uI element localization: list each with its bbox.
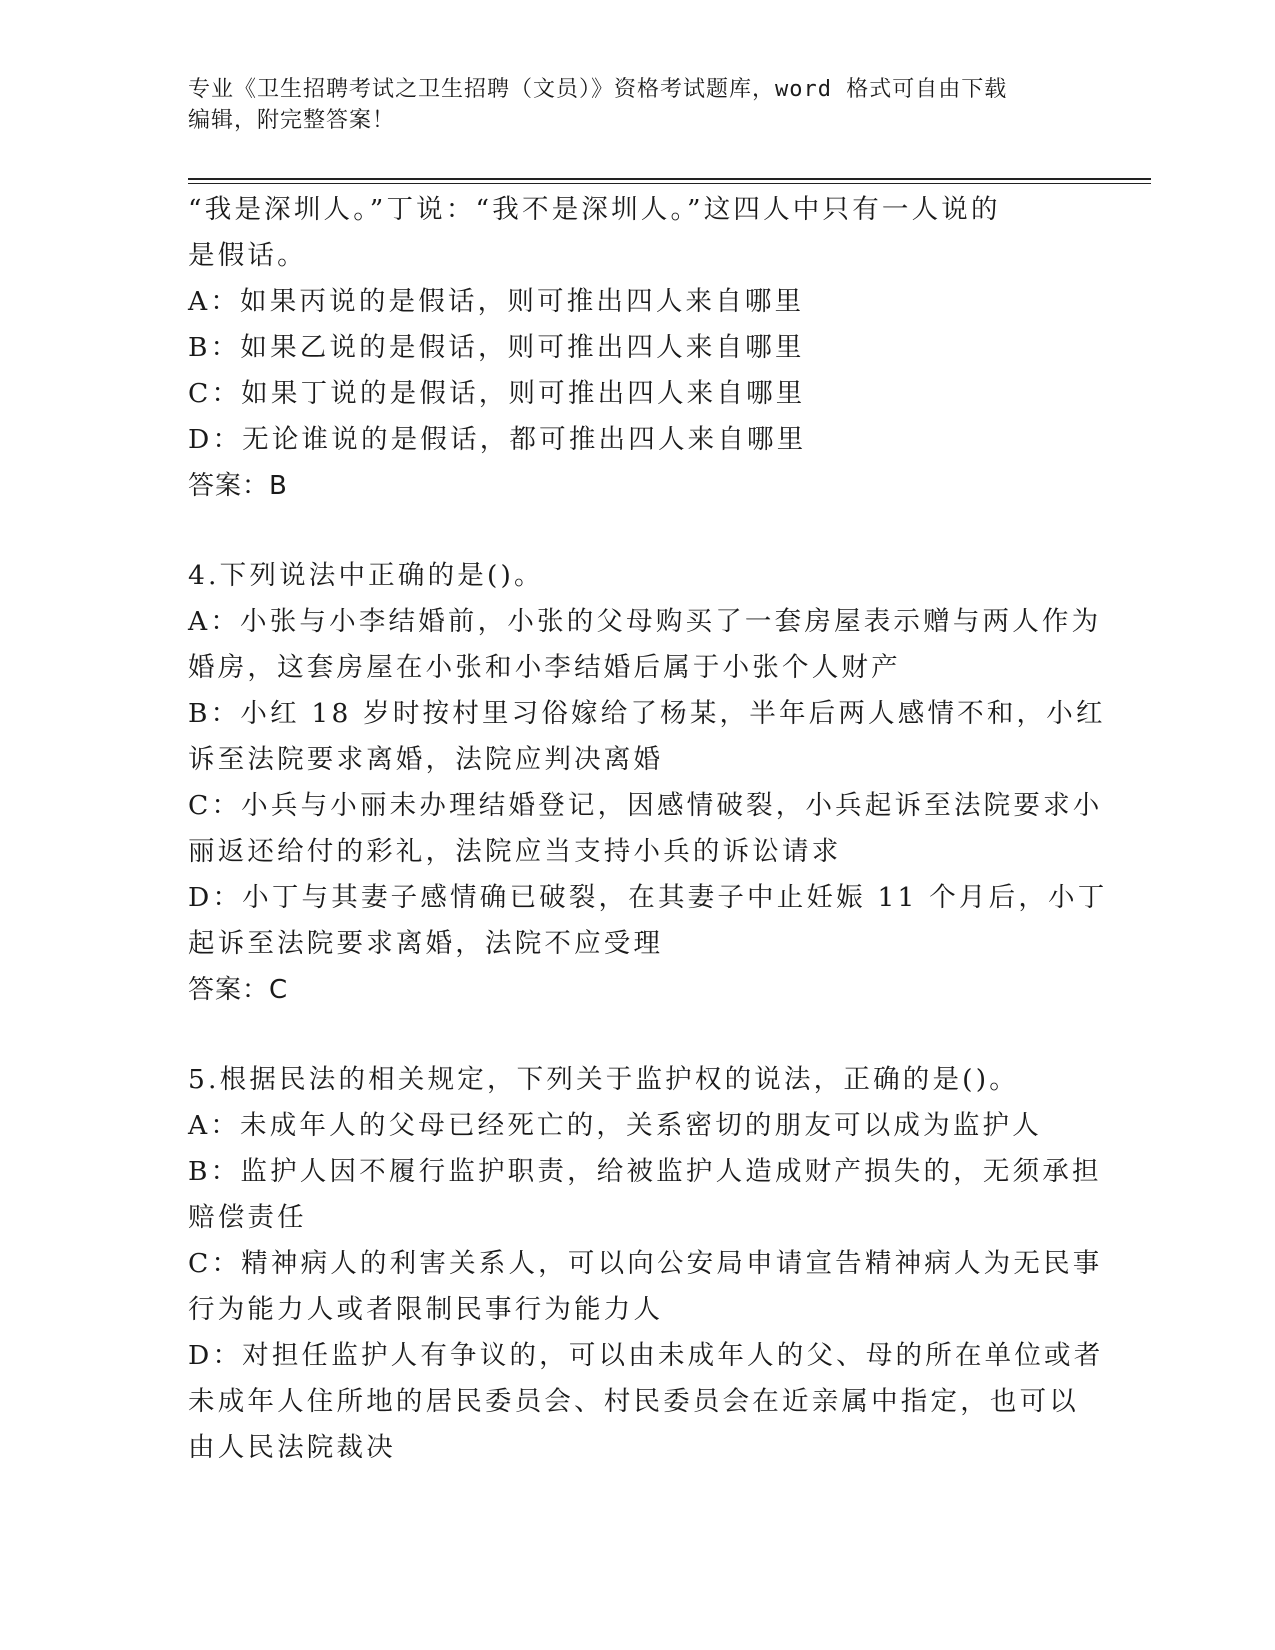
option-b-line-2: 赔偿责任	[188, 1202, 307, 1233]
option-d-line-1: D：小丁与其妻子感情确已破裂，在其妻子中止妊娠 11 个月后，小丁	[188, 882, 1108, 913]
header-line-2: 编辑，附完整答案！	[188, 108, 396, 133]
option-c: C：如果丁说的是假话，则可推出四人来自哪里	[188, 378, 806, 409]
document-body	[188, 187, 1108, 1471]
option-b-line-2: 诉至法院要求离婚，法院应判决离婚	[188, 744, 664, 775]
option-d-line-2: 起诉至法院要求离婚，法院不应受理	[188, 928, 664, 959]
question-4	[188, 553, 1108, 1013]
question-title: 4.下列说法中正确的是()。	[188, 560, 544, 591]
header-divider-thick	[188, 178, 1151, 180]
option-d-line-2: 未成年人住所地的居民委员会、村民委员会在近亲属中指定，也可以	[188, 1386, 1079, 1417]
header-line-1: 专业《卫生招聘考试之卫生招聘（文员）》资格考试题库，word 格式可自由下载	[188, 77, 1008, 102]
option-c-line-2: 丽返还给付的彩礼，法院应当支持小兵的诉讼请求	[188, 836, 842, 867]
option-c-line-1: C：小兵与小丽未办理结婚登记，因感情破裂，小兵起诉至法院要求小	[188, 790, 1103, 821]
option-a-line-2: 婚房，这套房屋在小张和小李结婚后属于小张个人财产	[188, 652, 901, 683]
question-text-line: 是假话。	[188, 240, 307, 271]
option-b-line-1: B：小红 18 岁时按村里习俗嫁给了杨某，半年后两人感情不和，小红	[188, 698, 1106, 729]
option-b-line-1: B：监护人因不履行监护职责，给被监护人造成财产损失的，无须承担	[188, 1156, 1102, 1187]
option-c-line-1: C：精神病人的利害关系人，可以向公安局申请宣告精神病人为无民事	[188, 1248, 1103, 1279]
question-5	[188, 1057, 1104, 1471]
option-a: A：如果丙说的是假话，则可推出四人来自哪里	[188, 286, 805, 317]
option-c-line-2: 行为能力人或者限制民事行为能力人	[188, 1294, 664, 1325]
option-a-line-1: A：未成年人的父母已经死亡的，关系密切的朋友可以成为监护人	[188, 1110, 1042, 1141]
option-b: B：如果乙说的是假话，则可推出四人来自哪里	[188, 332, 805, 363]
question-3	[188, 187, 1088, 509]
answer-label: 答案：B	[188, 471, 288, 501]
question-text-line: “我是深圳人。”丁说：“我不是深圳人。”这四人中只有一人说的	[188, 194, 1001, 225]
option-d: D：无论谁说的是假话，都可推出四人来自哪里	[188, 424, 807, 455]
option-d-line-1: D：对担任监护人有争议的，可以由未成年人的父、母的所在单位或者	[188, 1340, 1104, 1371]
option-d-line-3: 由人民法院裁决	[188, 1432, 396, 1463]
spacer	[188, 509, 1088, 553]
document-header	[188, 74, 1068, 136]
header-divider-thin	[188, 183, 1151, 184]
spacer	[188, 1013, 1088, 1057]
question-title: 5.根据民法的相关规定，下列关于监护权的说法，正确的是()。	[188, 1064, 1019, 1095]
option-a-line-1: A：小张与小李结婚前，小张的父母购买了一套房屋表示赠与两人作为	[188, 606, 1102, 637]
answer-label: 答案：C	[188, 975, 289, 1005]
